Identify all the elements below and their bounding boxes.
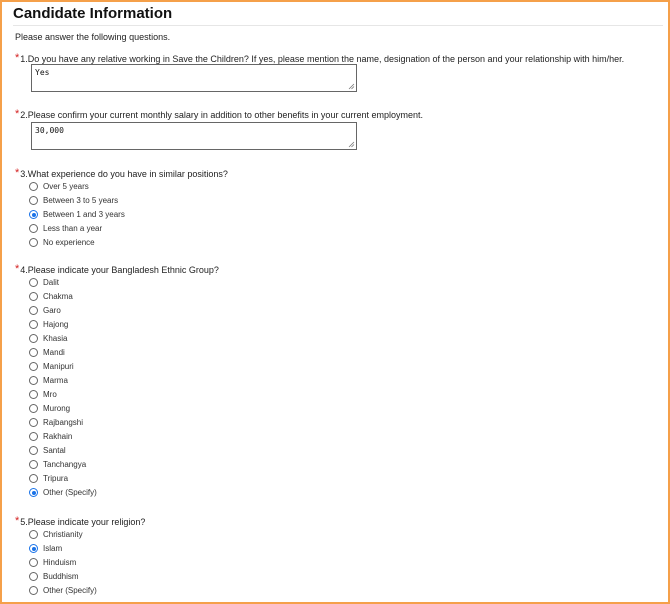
resize-grip-icon[interactable]	[348, 141, 355, 148]
radio-button[interactable]	[29, 210, 38, 219]
option-label: Other (Specify)	[43, 586, 97, 595]
q3-option[interactable]	[29, 224, 102, 233]
option-label: Between 3 to 5 years	[43, 196, 119, 205]
radio-button[interactable]	[29, 544, 38, 553]
q3-option[interactable]	[29, 196, 118, 205]
question-2-textarea[interactable]	[31, 122, 357, 150]
option-label: Tanchangya	[43, 460, 87, 469]
required-marker: *	[15, 108, 20, 120]
radio-button[interactable]	[29, 474, 38, 483]
radio-button[interactable]	[29, 334, 38, 343]
option-label: Mro	[43, 390, 57, 399]
option-label: Khasia	[43, 334, 68, 343]
q4-option[interactable]	[29, 348, 65, 357]
question-1-value: Yes	[35, 68, 50, 77]
section-intro: Please answer the following questions.	[15, 32, 171, 42]
question-1-text: 1.Do you have any relative working in Save the Children? If yes, please mention the name, designation of the person and your relationship with him/her.	[20, 54, 625, 64]
option-label: Other (Specify)	[43, 488, 97, 497]
q5-option[interactable]	[29, 530, 83, 539]
option-label: Hinduism	[43, 558, 77, 567]
question-4-label	[15, 264, 219, 276]
q4-option[interactable]	[29, 474, 68, 483]
q4-option[interactable]	[29, 460, 86, 469]
q4-option[interactable]	[29, 390, 57, 399]
radio-button[interactable]	[29, 224, 38, 233]
question-3-label	[15, 168, 228, 180]
radio-button[interactable]	[29, 558, 38, 567]
radio-button[interactable]	[29, 278, 38, 287]
q5-option[interactable]	[29, 572, 79, 581]
radio-button[interactable]	[29, 348, 38, 357]
option-label: Over 5 years	[43, 182, 89, 191]
question-3-text: 3.What experience do you have in similar positions?	[20, 169, 228, 179]
question-2-value: 30,000	[35, 126, 64, 135]
q4-option[interactable]	[29, 334, 67, 343]
q5-option[interactable]	[29, 544, 62, 553]
title-divider	[13, 25, 663, 26]
option-label: Christianity	[43, 530, 83, 539]
required-marker: *	[15, 167, 20, 179]
q3-option[interactable]	[29, 210, 125, 219]
q4-option[interactable]	[29, 376, 68, 385]
option-label: Tripura	[43, 474, 69, 483]
section-title: Candidate Information	[13, 5, 173, 22]
radio-button[interactable]	[29, 418, 38, 427]
q4-option[interactable]	[29, 418, 83, 427]
option-label: Buddhism	[43, 572, 79, 581]
question-5-label	[15, 516, 145, 528]
required-marker: *	[15, 263, 20, 275]
radio-button[interactable]	[29, 572, 38, 581]
option-label: Between 1 and 3 years	[43, 210, 125, 219]
radio-button[interactable]	[29, 196, 38, 205]
option-label: Chakma	[43, 292, 73, 301]
radio-button[interactable]	[29, 404, 38, 413]
option-label: Rajbangshi	[43, 418, 84, 427]
q3-option[interactable]	[29, 238, 95, 247]
question-2-text: 2.Please confirm your current monthly salary in addition to other benefits in your current employment.	[20, 110, 423, 120]
required-marker: *	[15, 52, 20, 64]
q5-option[interactable]	[29, 586, 97, 595]
radio-button[interactable]	[29, 292, 38, 301]
option-label: No experience	[43, 238, 95, 247]
radio-button[interactable]	[29, 432, 38, 441]
option-label: Santal	[43, 446, 66, 455]
radio-button[interactable]	[29, 320, 38, 329]
radio-button[interactable]	[29, 376, 38, 385]
resize-grip-icon[interactable]	[348, 83, 355, 90]
option-label: Hajong	[43, 320, 69, 329]
option-label: Islam	[43, 544, 63, 553]
option-label: Manipuri	[43, 362, 74, 371]
required-marker: *	[15, 515, 20, 527]
q5-option[interactable]	[29, 558, 76, 567]
option-label: Marma	[43, 376, 68, 385]
option-label: Mandi	[43, 348, 65, 357]
q4-option[interactable]	[29, 432, 72, 441]
radio-button[interactable]	[29, 238, 38, 247]
question-2-label	[15, 109, 423, 121]
q3-option[interactable]	[29, 182, 89, 191]
q4-option[interactable]	[29, 306, 61, 315]
radio-button[interactable]	[29, 460, 38, 469]
radio-button[interactable]	[29, 488, 38, 497]
radio-button[interactable]	[29, 390, 38, 399]
question-5-text: 5.Please indicate your religion?	[20, 517, 146, 527]
q4-option[interactable]	[29, 446, 66, 455]
radio-button[interactable]	[29, 306, 38, 315]
q4-option[interactable]	[29, 278, 59, 287]
q4-option[interactable]	[29, 362, 74, 371]
radio-button[interactable]	[29, 362, 38, 371]
radio-button[interactable]	[29, 586, 38, 595]
q4-option[interactable]	[29, 292, 73, 301]
radio-button[interactable]	[29, 182, 38, 191]
option-label: Less than a year	[43, 224, 103, 233]
radio-button[interactable]	[29, 530, 38, 539]
q4-option[interactable]	[29, 488, 97, 497]
option-label: Garo	[43, 306, 61, 315]
option-label: Dalit	[43, 278, 60, 287]
option-label: Rakhain	[43, 432, 73, 441]
radio-button[interactable]	[29, 446, 38, 455]
option-label: Murong	[43, 404, 71, 413]
question-4-text: 4.Please indicate your Bangladesh Ethnic Group?	[20, 265, 219, 275]
q4-option[interactable]	[29, 404, 70, 413]
question-1-textarea[interactable]	[31, 64, 357, 92]
q4-option[interactable]	[29, 320, 68, 329]
